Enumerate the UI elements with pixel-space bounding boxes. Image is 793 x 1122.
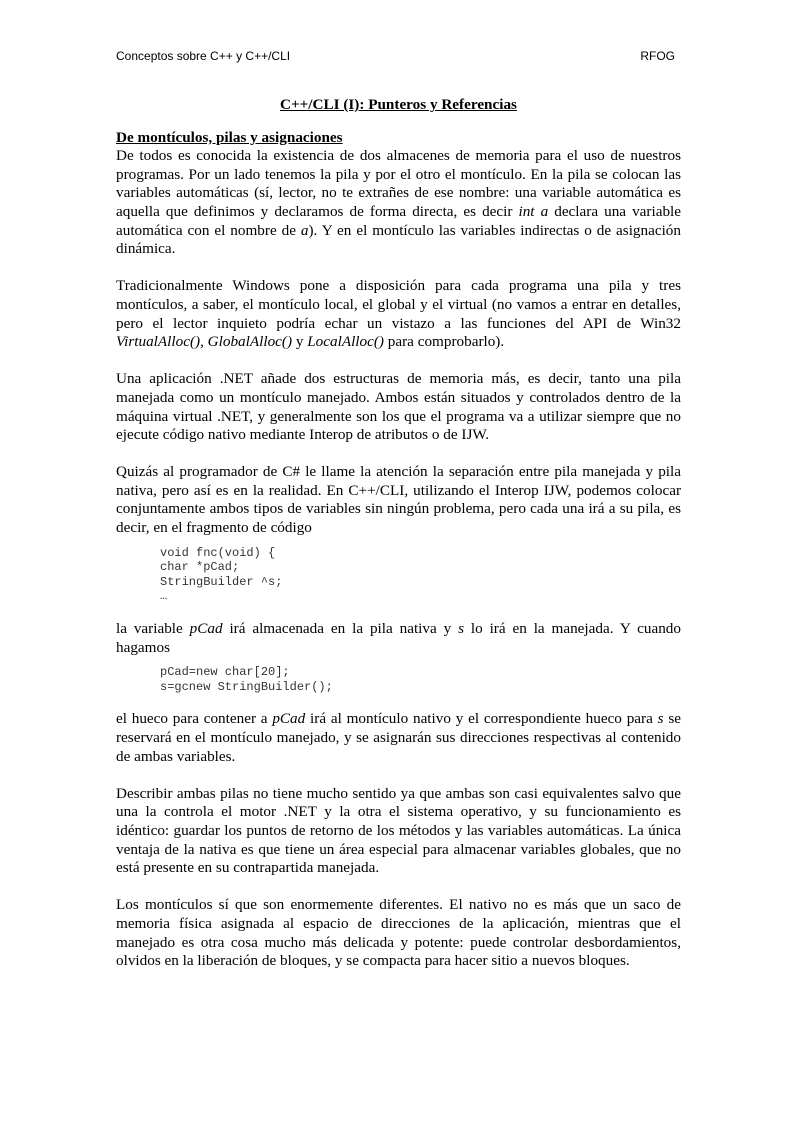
paragraph-1: [116, 147, 681, 259]
paragraph-2-function-2: LocalAlloc(): [307, 333, 384, 351]
paragraph-1-text-b: declara una variable automática con el nombre de: [116, 202, 681, 239]
paragraph-7: Describir ambas pilas no tiene mucho sentido ya que ambas son casi equivalentes salvo que una la controla el motor .NET y la otra el sistema operativo, y su funcionamiento es idéntico: guardar los puntos de retorno de los métodos y las variables automáticas. La única ventaja de la nativa es que tiene un área especial para almacenar variables globales, que no está presente en su contrapartida manejada.: [116, 784, 681, 877]
paragraph-4: Quizás al programador de C# le llame la atención la separación entre pila manejada y pila nativa, pero así es en la realidad. En C++/CLI, utilizando el Interop IJW, podemos colocar conjuntamente ambos tipos de variables sin ningún problema, pero cada una irá a su pila, es decir, en el fragmento de código: [116, 463, 681, 537]
code-block-2: pCad=new char[20]; s=gcnew StringBuilder();: [160, 665, 333, 694]
paragraph-5-text-c: lo irá en la manejada. Y cuando hagamos: [116, 620, 681, 656]
paragraph-2: [116, 277, 681, 351]
running-header-left: Conceptos sobre C++ y C++/CLI: [116, 49, 291, 63]
document-body: [116, 96, 681, 989]
paragraph-6-text-b: irá al montículo nativo y el correspondiente hueco para: [305, 710, 658, 728]
document-title: C++/CLI (I): Punteros y Referencias: [280, 96, 517, 113]
paragraph-5: [116, 620, 681, 657]
paragraph-6: [116, 710, 681, 766]
paragraph-6-var-2: s: [657, 710, 664, 728]
paragraph-1-var: a: [300, 221, 309, 239]
paragraph-5-var-1: pCad: [189, 620, 223, 638]
paragraph-3: Una aplicación .NET añade dos estructuras de memoria más, es decir, tanto una pila manejada como un montículo manejado. Ambos están situados y controlados dentro de la máquina virtual .NET, y generalmente son los que el programa va a utilizar siempre que no ejecute código nativo mediante Interop de atributos o de IJW.: [116, 370, 681, 444]
paragraph-5-var-2: s: [458, 620, 464, 638]
paragraph-2-text-a: Tradicionalmente Windows pone a disposición para cada programa una pila y tres montículos, a saber, el montículo local, el global y el virtual (no vamos a entrar en detalles, pero el lector inquieto podría echar un vistazo a las funciones del API de Win32: [116, 277, 681, 332]
code-block-1: void fnc(void) { char *pCad; StringBuilder ^s; …: [160, 545, 283, 604]
paragraph-6-text-c: se reservará en el montículo manejado, y se asignarán sus direcciones respectivas al contenido de ambas variables.: [116, 710, 681, 765]
paragraph-2-text-c: para comprobarlo).: [383, 333, 505, 351]
paragraph-2-text-b: y: [292, 333, 308, 351]
paragraph-8: Los montículos sí que son enormemente diferentes. El nativo no es más que un saco de memoria física asignada al espacio de direcciones de la aplicación, mientras que el manejado es otra cosa mucho más delicada y potente: puede controlar desbordamientos, olvidos en la liberación de bloques, y se compacta para hacer sitio a nuevos bloques.: [116, 896, 681, 970]
running-header-right: RFOG: [640, 49, 675, 63]
paragraph-6-var-1: pCad: [272, 710, 306, 728]
section-heading: De montículos, pilas y asignaciones: [116, 128, 343, 146]
paragraph-1-text-c: ). Y en el montículo las variables indirectas o de asignación dinámica.: [116, 221, 681, 258]
paragraph-2-function-1: VirtualAlloc(), GlobalAlloc(): [116, 333, 293, 351]
paragraph-1-text-a: De todos es conocida la existencia de dos almacenes de memoria para el uso de nuestros programas. Por un lado tenemos la pila y por el otro el montículo. En la pila se colocan las variables automáticas (sí, lector, no te extrañes de ese nombre: una variable automática es aquella que definimos y declaramos de forma directa, es decir: [116, 147, 681, 220]
paragraph-5-text-b: irá almacenada en la pila nativa y: [222, 620, 459, 638]
paragraph-1-code: int a: [518, 202, 549, 220]
paragraph-6-text-a: el hueco para contener a: [116, 710, 273, 728]
paragraph-5-text-a: la variable: [116, 620, 190, 638]
